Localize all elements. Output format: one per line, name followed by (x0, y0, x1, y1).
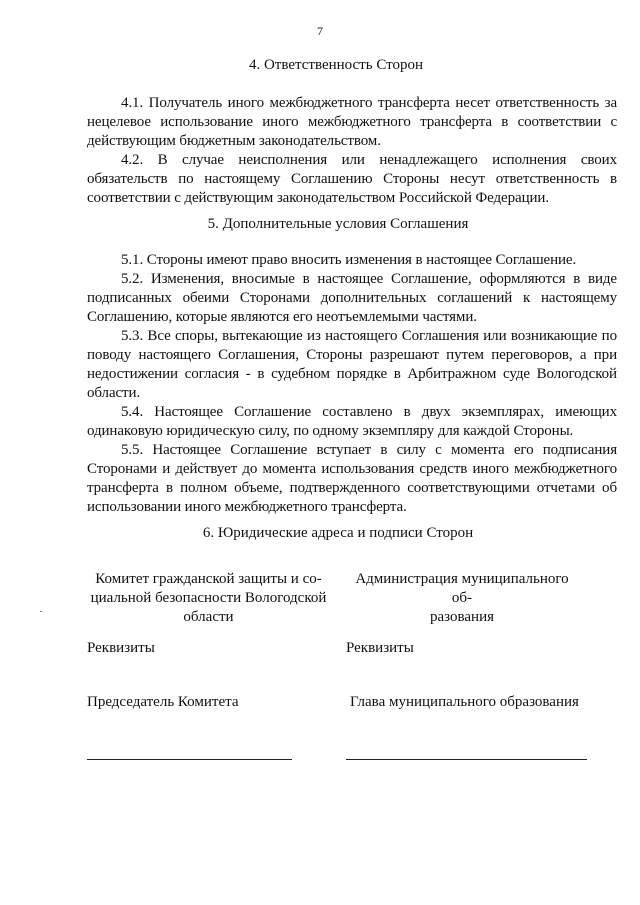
left-party-name (86, 570, 331, 627)
scan-speck (40, 611, 42, 612)
paragraph-4-2: 4.2. В случае неисполнения или ненадлежащего исполнения своих обязательств по настоящему Соглашению Стороны несут ответственность в соответствии с действующим законодательством Российской Федерации. (87, 152, 617, 206)
left-party-line-1: Комитет гражданской защиты и со- (95, 571, 322, 587)
page-number: 7 (317, 24, 323, 38)
paragraph-5-5: 5.5. Настоящее Соглашение вступает в силу с момента его подписания Сторонами и действует до момента использования средств иного межбюджетного трансферта в полном объеме, подтвержденного соответствующими отчетами об использовании иного межбюджетного трансферта. (87, 442, 617, 515)
left-requisites: Реквизиты (87, 640, 155, 656)
paragraph-5-1: 5.1. Стороны имеют право вносить изменения в настоящее Соглашение. (121, 252, 577, 268)
paragraph-5-3: 5.3. Все споры, вытекающие из настоящего Соглашения или возникающие по поводу настоящего Соглашения, Стороны разрешают путем переговоров, а при недостижении согласия - в судебном порядке в Арбитражном суде Вологодской области. (87, 328, 617, 401)
section-4-title: 4. Ответственность Сторон (248, 57, 424, 73)
section-6-title: 6. Юридические адреса и подписи Сторон (202, 525, 474, 541)
paragraph-5-2: 5.2. Изменения, вносимые в настоящее Соглашение, оформляются в виде подписанных обеими Сторонами дополнительных соглашений к настоящему Соглашению, которые являются его неотъемлемыми частями. (87, 271, 617, 325)
right-signature-line (346, 759, 587, 760)
paragraph-4-1: 4.1. Получатель иного межбюджетного трансферта несет ответственность за нецелевое использование иного межбюджетного трансферта в соответствии с действующим бюджетным законодательством. (87, 95, 617, 149)
right-requisites: Реквизиты (346, 640, 414, 656)
left-signatory-position: Председатель Комитета (87, 694, 239, 710)
left-party-line-3: области (183, 609, 234, 625)
right-party-line-2: разования (430, 609, 494, 625)
section-5-title: 5. Дополнительные условия Соглашения (207, 216, 469, 232)
right-party-line-1: Администрация муниципального об- (355, 571, 569, 606)
left-party-line-2: циальной безопасности Вологодской (90, 590, 327, 606)
left-signature-line (87, 759, 292, 760)
paragraph-5-4: 5.4. Настоящее Соглашение составлено в двух экземплярах, имеющих одинаковую юридическую силу, по одному экземпляру для каждой Стороны. (87, 404, 617, 439)
right-signatory-position: Глава муниципального образования (350, 694, 579, 710)
right-party-name (346, 570, 578, 627)
